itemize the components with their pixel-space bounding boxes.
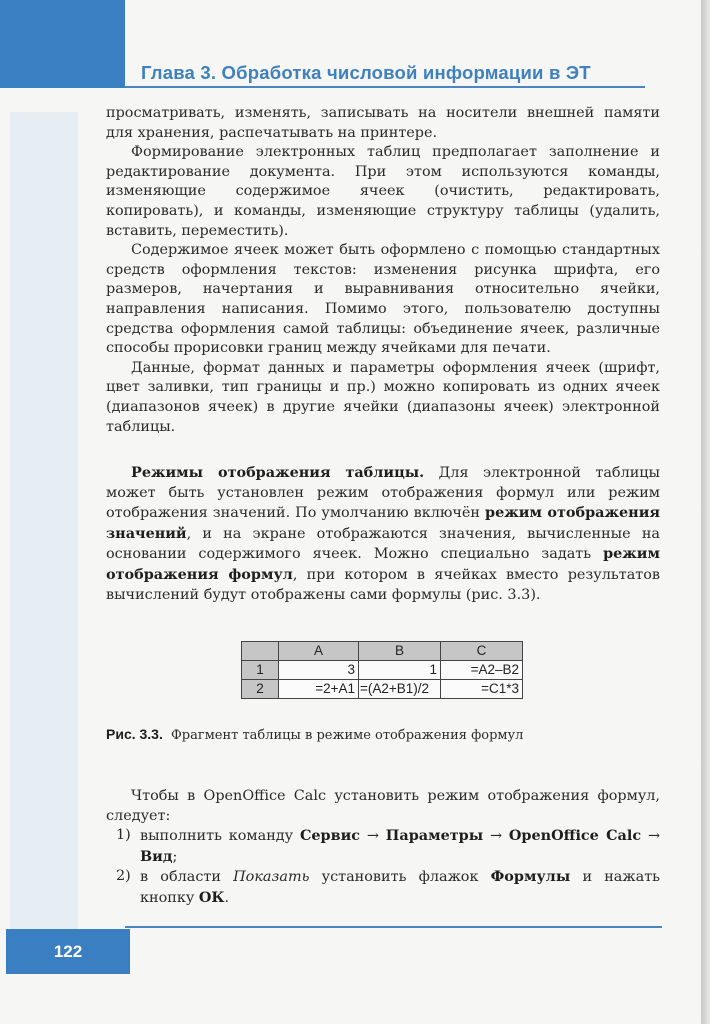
bold-term: режим отображения формул	[106, 545, 660, 584]
text-run: ;	[172, 848, 178, 865]
button-name: ОК	[198, 888, 225, 906]
spreadsheet-figure	[241, 641, 523, 699]
header-rule	[125, 86, 645, 88]
caption-text: Фрагмент таблицы в режиме отображения формул	[171, 728, 524, 743]
paragraph-display-modes	[106, 463, 660, 605]
text-run: установить флажок	[309, 869, 491, 886]
column-header-row	[242, 642, 523, 661]
caption-label: Рис. 3.3.	[106, 726, 163, 742]
bold-term: режим отображения значений	[106, 504, 660, 542]
column-header: C	[441, 642, 523, 661]
menu-item-view: Вид	[140, 847, 173, 865]
paragraph: Данные, формат данных и параметры оформления ячеек (шрифт, цвет заливки, тип границы и пр.) можно копировать из одних ячеек (диапазонов ячеек) в другие ячейки (диапазоны ячеек) электронной таблицы.	[106, 359, 660, 435]
cell-A1: 3	[279, 661, 359, 680]
instructions	[106, 787, 660, 909]
margin-strip	[10, 112, 78, 935]
menu-item-parameters: Параметры	[385, 827, 484, 845]
checkbox-name: Формулы	[490, 868, 571, 886]
figure-caption	[106, 726, 523, 743]
steps-list	[106, 826, 660, 908]
menu-item-service: Сервис	[299, 827, 361, 845]
cell-B1: 1	[359, 661, 441, 680]
table-row	[242, 661, 523, 680]
page-edge-shadow	[701, 0, 710, 1024]
area-name: Показать	[233, 869, 310, 886]
cell-C2: =C1*3	[441, 680, 523, 699]
cell-A2: =2+A1	[279, 680, 359, 699]
list-item	[106, 826, 660, 867]
paragraph: Формирование электронных таблиц предполагает заполнение и редактирование документа. При этом используются команды, изменяющие содержимое ячеек (очистить, редактировать, копировать), и команды, изменяющие структуру таблицы (удалить, вставить, переместить).	[106, 144, 660, 239]
row-header: 1	[242, 661, 279, 680]
step-number: 1)	[116, 827, 131, 844]
page-number-block	[6, 929, 130, 974]
column-header: A	[279, 642, 359, 661]
table-row	[242, 680, 523, 699]
text-run: .	[224, 889, 230, 906]
header-color-block	[0, 0, 125, 88]
list-item	[106, 867, 660, 908]
paragraph: Содержимое ячеек может быть оформлено с помощью стандартных средств оформления текстов: изменения рисунка шрифта, его размеров, начертания и выравнивания относительно ячейки, направления написания. Помимо этого, пользователю доступны средства оформления самой таблицы: объединение ячеек, различные способы прорисовки границ между ячейками для печати.	[106, 242, 660, 357]
arrow-icon: →	[483, 828, 509, 845]
footer-rule	[125, 926, 662, 928]
cell-B2: =(A2+B1)/2	[359, 680, 441, 699]
arrow-icon: →	[360, 828, 386, 845]
text-run: в области	[140, 869, 234, 886]
cell-C1: =A2–B2	[441, 661, 523, 680]
instructions-intro: Чтобы в OpenOffice Calc установить режим отображения формул, следует:	[106, 788, 660, 824]
text-run: , и на экране отображаются значения, вычисленные на основании содержимого ячеек. Можно специально задать	[106, 525, 660, 563]
step-number: 2)	[116, 868, 131, 885]
text-run: Для электронной таблицы может быть установлен режим отображения формул или режим отображения значений. По умолчанию включён	[106, 465, 661, 522]
text-run: выполнить команду	[140, 828, 300, 845]
section-term: Режимы отображения таблицы.	[131, 464, 425, 482]
paragraph: просматривать, изменять, записывать на носители внешней памяти для хранения, распечатывать на принтере.	[106, 105, 660, 141]
menu-item-openoffice-calc: OpenOffice Calc	[508, 827, 642, 845]
arrow-icon: →	[641, 828, 660, 845]
column-header: B	[359, 642, 441, 661]
text-run: и нажать кнопку	[140, 869, 660, 906]
corner-cell	[242, 642, 279, 661]
row-header: 2	[242, 680, 279, 699]
chapter-title: Глава 3. Обработка числовой информации в ЭТ	[141, 62, 591, 83]
page-number: 122	[53, 942, 83, 961]
text-run: , при котором в ячейках вместо результатов вычислений будут отображены сами формулы (рис. 3.3).	[106, 567, 660, 603]
body-text	[106, 104, 660, 605]
